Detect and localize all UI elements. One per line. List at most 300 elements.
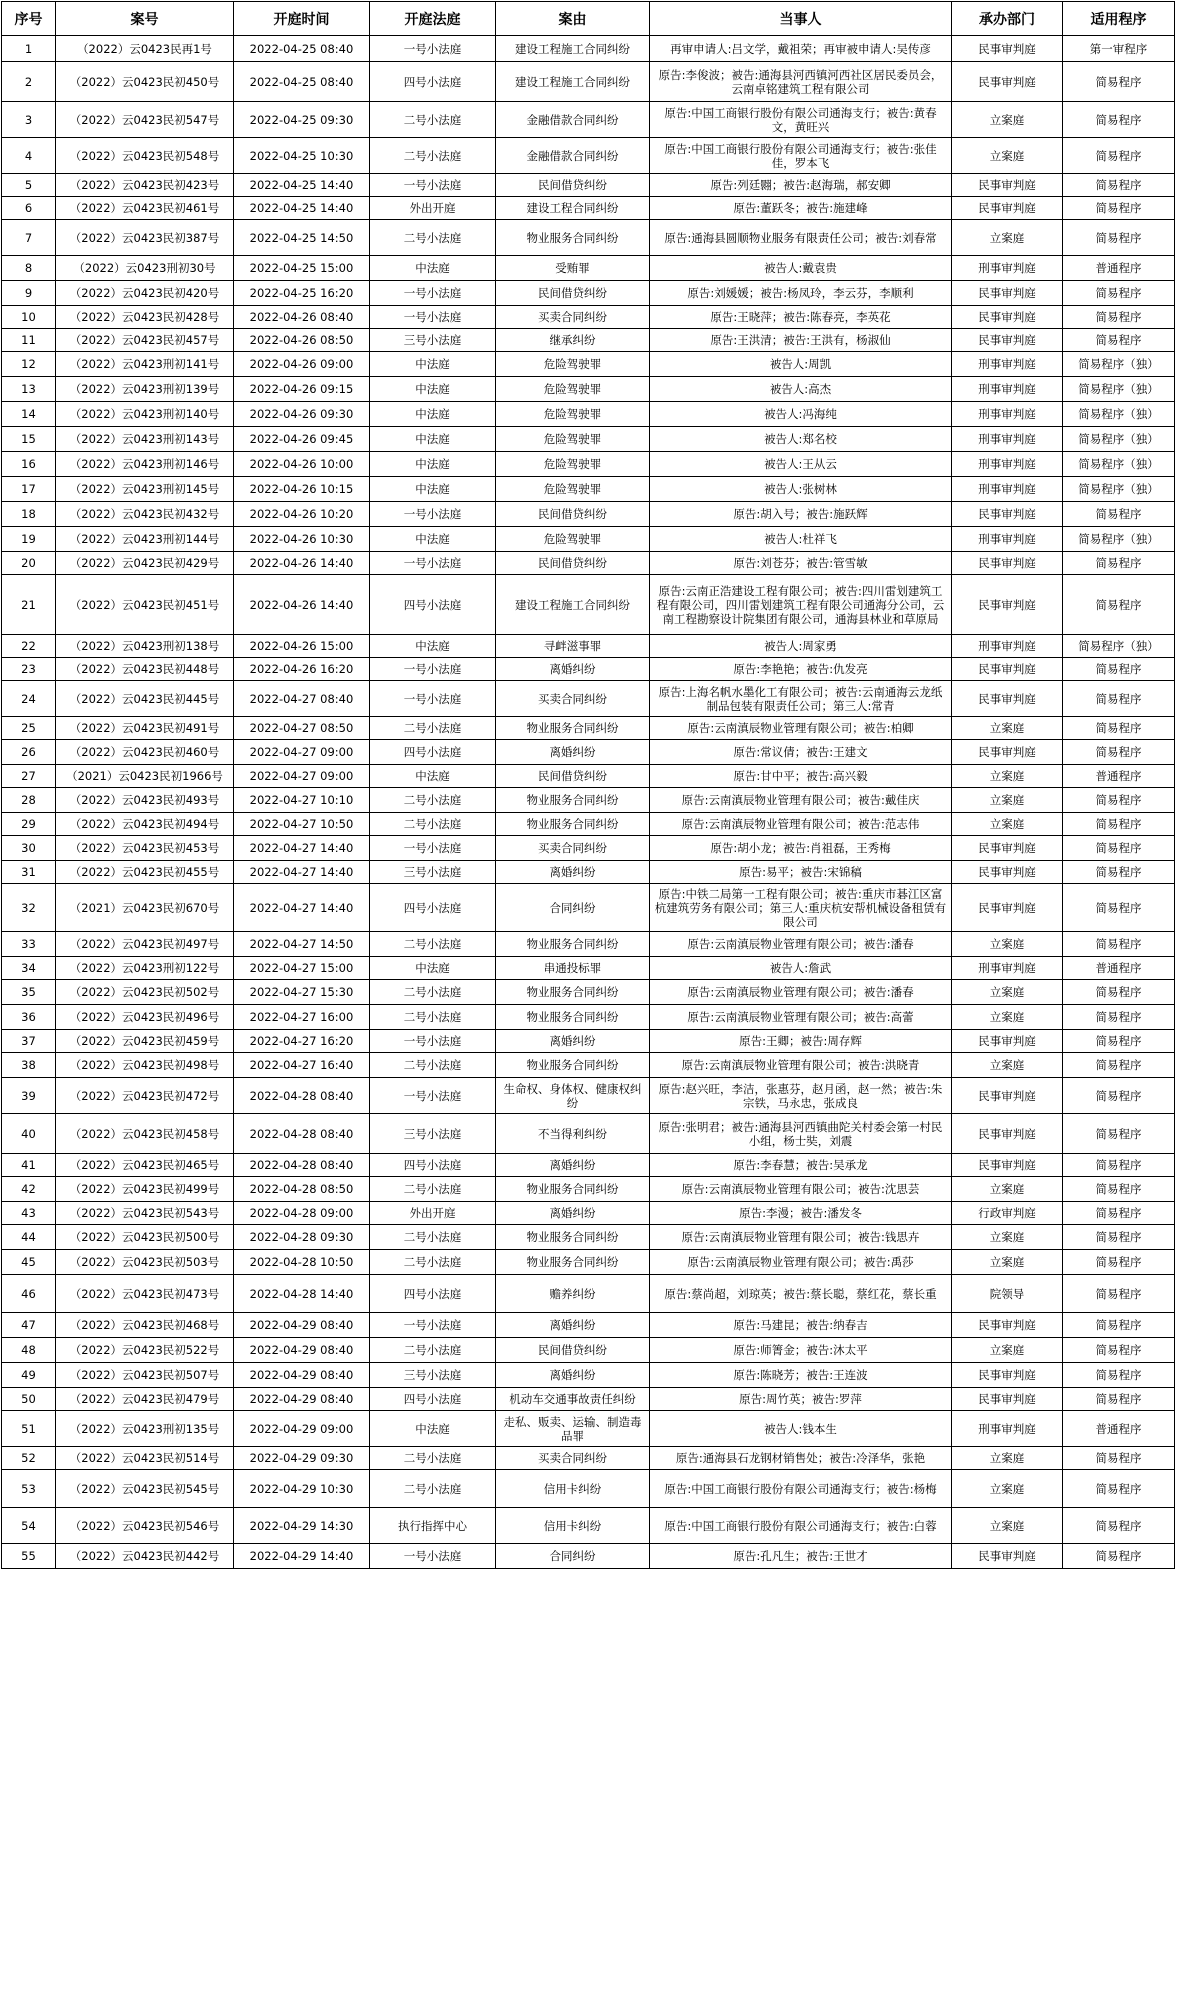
cell-courtroom: 二号小法庭 [370, 813, 496, 836]
table-row [2, 861, 1175, 884]
cell-parties: 原告:列廷翾；被告:赵海瑞，郝安卿 [650, 174, 952, 197]
cell-parties: 原告:中国工商银行股份有限公司通海支行；被告:杨梅 [650, 1470, 952, 1508]
cell-procedure: 简易程序 [1063, 329, 1175, 352]
cell-cause: 合同纠纷 [496, 884, 650, 932]
cell-cause: 离婚纠纷 [496, 1363, 650, 1388]
cell-index: 18 [2, 502, 56, 527]
cell-procedure: 简易程序 [1063, 1202, 1175, 1225]
cell-case-number: （2022）云0423民初494号 [56, 813, 234, 836]
cell-procedure: 简易程序 [1063, 1275, 1175, 1313]
cell-cause: 民间借贷纠纷 [496, 502, 650, 527]
cell-department: 立案庭 [952, 788, 1063, 813]
cell-department: 立案庭 [952, 717, 1063, 740]
cell-hearing-time: 2022-04-26 09:00 [234, 352, 370, 377]
table-row [2, 932, 1175, 957]
cell-procedure: 简易程序 [1063, 1030, 1175, 1053]
cell-parties: 原告:云南滇辰物业管理有限公司；被告:高蕾 [650, 1005, 952, 1030]
table-row [2, 681, 1175, 717]
cell-case-number: （2022）云0423刑初140号 [56, 402, 234, 427]
cell-courtroom: 外出开庭 [370, 197, 496, 220]
table-row [2, 552, 1175, 575]
cell-procedure: 简易程序 [1063, 1544, 1175, 1569]
cell-index: 30 [2, 836, 56, 861]
cell-case-number: （2022）云0423民初543号 [56, 1202, 234, 1225]
cell-procedure: 简易程序 [1063, 575, 1175, 635]
cell-case-number: （2022）云0423民初491号 [56, 717, 234, 740]
cell-parties: 被告人:詹武 [650, 957, 952, 980]
cell-case-number: （2022）云0423民初460号 [56, 740, 234, 765]
cell-hearing-time: 2022-04-25 14:40 [234, 174, 370, 197]
cell-procedure: 简易程序 [1063, 1447, 1175, 1470]
cell-parties: 原告:师箐金；被告:沐太平 [650, 1338, 952, 1363]
cell-department: 立案庭 [952, 1225, 1063, 1250]
cell-procedure: 简易程序 [1063, 138, 1175, 174]
cell-hearing-time: 2022-04-28 10:50 [234, 1250, 370, 1275]
table-row [2, 402, 1175, 427]
cell-department: 立案庭 [952, 1508, 1063, 1544]
cell-parties: 原告:上海名帆水墨化工有限公司；被告:云南通海云龙纸制品包装有限责任公司；第三人:常青 [650, 681, 952, 717]
cell-case-number: （2022）云0423民初472号 [56, 1078, 234, 1114]
cell-courtroom: 二号小法庭 [370, 1338, 496, 1363]
cell-parties: 原告:刘苍芬；被告:管雪敏 [650, 552, 952, 575]
cell-hearing-time: 2022-04-29 10:30 [234, 1470, 370, 1508]
cell-index: 17 [2, 477, 56, 502]
cell-procedure: 简易程序 [1063, 1338, 1175, 1363]
cell-case-number: （2022）云0423民初500号 [56, 1225, 234, 1250]
cell-courtroom: 一号小法庭 [370, 1544, 496, 1569]
cell-procedure: 简易程序 [1063, 932, 1175, 957]
cell-parties: 原告:云南滇辰物业管理有限公司；被告:范志伟 [650, 813, 952, 836]
cell-cause: 机动车交通事故责任纠纷 [496, 1388, 650, 1411]
cell-courtroom: 中法庭 [370, 477, 496, 502]
table-row [2, 635, 1175, 658]
cell-parties: 原告:王洪清；被告:王洪有，杨淑仙 [650, 329, 952, 352]
cell-hearing-time: 2022-04-26 09:30 [234, 402, 370, 427]
cell-index: 34 [2, 957, 56, 980]
cell-hearing-time: 2022-04-26 10:20 [234, 502, 370, 527]
cell-parties: 被告人:冯海纯 [650, 402, 952, 427]
cell-procedure: 简易程序 [1063, 220, 1175, 256]
table-row [2, 36, 1175, 62]
cell-cause: 离婚纠纷 [496, 1202, 650, 1225]
cell-index: 27 [2, 765, 56, 788]
cell-parties: 原告:刘媛媛；被告:杨凤玲，李云芬，李顺利 [650, 281, 952, 306]
table-row [2, 1225, 1175, 1250]
cell-hearing-time: 2022-04-26 16:20 [234, 658, 370, 681]
cell-hearing-time: 2022-04-29 08:40 [234, 1313, 370, 1338]
cell-procedure: 简易程序 [1063, 717, 1175, 740]
cell-courtroom: 一号小法庭 [370, 1078, 496, 1114]
cell-procedure: 普通程序 [1063, 256, 1175, 281]
cell-index: 36 [2, 1005, 56, 1030]
cell-cause: 物业服务合同纠纷 [496, 1177, 650, 1202]
cell-cause: 信用卡纠纷 [496, 1508, 650, 1544]
table-row [2, 957, 1175, 980]
table-row [2, 575, 1175, 635]
cell-cause: 危险驾驶罪 [496, 452, 650, 477]
cell-cause: 信用卡纠纷 [496, 1470, 650, 1508]
cell-case-number: （2022）云0423民初428号 [56, 306, 234, 329]
cell-hearing-time: 2022-04-27 10:50 [234, 813, 370, 836]
cell-department: 刑事审判庭 [952, 256, 1063, 281]
cell-hearing-time: 2022-04-29 08:40 [234, 1388, 370, 1411]
cell-cause: 民间借贷纠纷 [496, 552, 650, 575]
cell-parties: 被告人:戴袁贵 [650, 256, 952, 281]
table-row [2, 1388, 1175, 1411]
cell-department: 民事审判庭 [952, 62, 1063, 102]
header-parties: 当事人 [650, 2, 952, 36]
cell-procedure: 简易程序（独） [1063, 402, 1175, 427]
cell-parties: 原告:赵兴旺，李洁，张惠芬，赵月函，赵一然；被告:朱宗铁，马永忠，张成良 [650, 1078, 952, 1114]
cell-cause: 物业服务合同纠纷 [496, 1225, 650, 1250]
table-row [2, 1250, 1175, 1275]
cell-case-number: （2022）云0423民初423号 [56, 174, 234, 197]
cell-procedure: 简易程序 [1063, 1363, 1175, 1388]
cell-cause: 物业服务合同纠纷 [496, 813, 650, 836]
cell-case-number: （2022）云0423民初547号 [56, 102, 234, 138]
cell-hearing-time: 2022-04-27 15:00 [234, 957, 370, 980]
cell-case-number: （2022）云0423民初546号 [56, 1508, 234, 1544]
cell-cause: 离婚纠纷 [496, 1154, 650, 1177]
cell-case-number: （2022）云0423民初468号 [56, 1313, 234, 1338]
cell-hearing-time: 2022-04-25 14:50 [234, 220, 370, 256]
cell-procedure: 简易程序（独） [1063, 352, 1175, 377]
cell-courtroom: 四号小法庭 [370, 1275, 496, 1313]
cell-index: 43 [2, 1202, 56, 1225]
cell-parties: 再审申请人:吕文学，戴祖荣；再审被申请人:吴传彦 [650, 36, 952, 62]
cell-hearing-time: 2022-04-26 14:40 [234, 575, 370, 635]
cell-case-number: （2022）云0423民初548号 [56, 138, 234, 174]
cell-parties: 原告:甘中平；被告:高兴毅 [650, 765, 952, 788]
cell-courtroom: 一号小法庭 [370, 1313, 496, 1338]
cell-department: 民事审判庭 [952, 329, 1063, 352]
cell-procedure: 简易程序 [1063, 1053, 1175, 1078]
header-procedure: 适用程序 [1063, 2, 1175, 36]
cell-case-number: （2022）云0423刑初143号 [56, 427, 234, 452]
cell-index: 39 [2, 1078, 56, 1114]
cell-parties: 原告:张明君；被告:通海县河西镇曲陀关村委会第一村民小组，杨士奘，刘震 [650, 1114, 952, 1154]
cell-index: 2 [2, 62, 56, 102]
cell-courtroom: 四号小法庭 [370, 884, 496, 932]
cell-procedure: 简易程序（独） [1063, 377, 1175, 402]
cell-courtroom: 一号小法庭 [370, 306, 496, 329]
cell-index: 31 [2, 861, 56, 884]
cell-courtroom: 一号小法庭 [370, 502, 496, 527]
header-hearing-time: 开庭时间 [234, 2, 370, 36]
cell-department: 立案庭 [952, 1470, 1063, 1508]
table-row [2, 1447, 1175, 1470]
cell-courtroom: 中法庭 [370, 352, 496, 377]
header-department: 承办部门 [952, 2, 1063, 36]
cell-hearing-time: 2022-04-29 14:30 [234, 1508, 370, 1544]
cell-cause: 民间借贷纠纷 [496, 1338, 650, 1363]
cell-department: 刑事审判庭 [952, 402, 1063, 427]
cell-index: 46 [2, 1275, 56, 1313]
table-row [2, 813, 1175, 836]
cell-department: 民事审判庭 [952, 884, 1063, 932]
cell-parties: 原告:通海县石龙钢材销售处；被告:冷泽华，张艳 [650, 1447, 952, 1470]
cell-cause: 物业服务合同纠纷 [496, 220, 650, 256]
cell-index: 8 [2, 256, 56, 281]
table-row [2, 1363, 1175, 1388]
table-row [2, 306, 1175, 329]
cell-cause: 金融借款合同纠纷 [496, 102, 650, 138]
cell-department: 民事审判庭 [952, 197, 1063, 220]
cell-procedure: 简易程序（独） [1063, 477, 1175, 502]
cell-courtroom: 一号小法庭 [370, 174, 496, 197]
table-row [2, 765, 1175, 788]
cell-department: 刑事审判庭 [952, 527, 1063, 552]
cell-hearing-time: 2022-04-25 08:40 [234, 62, 370, 102]
cell-department: 立案庭 [952, 1338, 1063, 1363]
table-row [2, 1275, 1175, 1313]
header-index: 序号 [2, 2, 56, 36]
cell-courtroom: 四号小法庭 [370, 1154, 496, 1177]
cell-department: 立案庭 [952, 765, 1063, 788]
cell-cause: 危险驾驶罪 [496, 427, 650, 452]
cell-index: 45 [2, 1250, 56, 1275]
cell-index: 16 [2, 452, 56, 477]
cell-courtroom: 外出开庭 [370, 1202, 496, 1225]
cell-hearing-time: 2022-04-25 10:30 [234, 138, 370, 174]
cell-hearing-time: 2022-04-29 09:30 [234, 1447, 370, 1470]
cell-index: 35 [2, 980, 56, 1005]
cell-cause: 危险驾驶罪 [496, 402, 650, 427]
header-row [2, 2, 1175, 36]
table-header [2, 2, 1175, 36]
cell-case-number: （2022）云0423民初387号 [56, 220, 234, 256]
cell-case-number: （2022）云0423民初507号 [56, 1363, 234, 1388]
cell-index: 52 [2, 1447, 56, 1470]
cell-parties: 原告:蔡尚超，刘琼英；被告:蔡长聪，蔡红花，蔡长重 [650, 1275, 952, 1313]
cell-department: 立案庭 [952, 1053, 1063, 1078]
cell-procedure: 简易程序 [1063, 1508, 1175, 1544]
cell-department: 民事审判庭 [952, 552, 1063, 575]
cell-courtroom: 中法庭 [370, 402, 496, 427]
cell-procedure: 简易程序 [1063, 502, 1175, 527]
cell-case-number: （2022）云0423民初496号 [56, 1005, 234, 1030]
cell-hearing-time: 2022-04-26 10:00 [234, 452, 370, 477]
cell-cause: 物业服务合同纠纷 [496, 1005, 650, 1030]
cell-procedure: 简易程序 [1063, 1470, 1175, 1508]
cell-cause: 民间借贷纠纷 [496, 281, 650, 306]
cell-case-number: （2022）云0423民初465号 [56, 1154, 234, 1177]
cell-procedure: 简易程序 [1063, 174, 1175, 197]
cell-index: 4 [2, 138, 56, 174]
cell-department: 立案庭 [952, 1177, 1063, 1202]
cell-courtroom: 二号小法庭 [370, 1005, 496, 1030]
cell-index: 42 [2, 1177, 56, 1202]
table-row [2, 174, 1175, 197]
cell-hearing-time: 2022-04-28 09:30 [234, 1225, 370, 1250]
cell-cause: 建设工程施工合同纠纷 [496, 575, 650, 635]
cell-cause: 离婚纠纷 [496, 1313, 650, 1338]
cell-department: 民事审判庭 [952, 1114, 1063, 1154]
cell-case-number: （2022）云0423民初442号 [56, 1544, 234, 1569]
cell-index: 5 [2, 174, 56, 197]
cell-parties: 原告:王晓萍；被告:陈春亮，李英花 [650, 306, 952, 329]
cell-hearing-time: 2022-04-25 14:40 [234, 197, 370, 220]
cell-courtroom: 一号小法庭 [370, 681, 496, 717]
cell-case-number: （2021）云0423民初670号 [56, 884, 234, 932]
cell-courtroom: 三号小法庭 [370, 861, 496, 884]
cell-procedure: 简易程序 [1063, 813, 1175, 836]
cell-index: 29 [2, 813, 56, 836]
cell-index: 41 [2, 1154, 56, 1177]
cell-courtroom: 一号小法庭 [370, 552, 496, 575]
cell-case-number: （2022）云0423民初479号 [56, 1388, 234, 1411]
cell-department: 立案庭 [952, 102, 1063, 138]
cell-courtroom: 二号小法庭 [370, 788, 496, 813]
cell-department: 立案庭 [952, 932, 1063, 957]
cell-index: 14 [2, 402, 56, 427]
table-row [2, 477, 1175, 502]
cell-index: 7 [2, 220, 56, 256]
cell-cause: 物业服务合同纠纷 [496, 1250, 650, 1275]
cell-courtroom: 一号小法庭 [370, 36, 496, 62]
cell-courtroom: 一号小法庭 [370, 281, 496, 306]
cell-index: 55 [2, 1544, 56, 1569]
cell-department: 民事审判庭 [952, 1363, 1063, 1388]
cell-courtroom: 二号小法庭 [370, 1447, 496, 1470]
cell-parties: 原告:孔凡生；被告:王世才 [650, 1544, 952, 1569]
cell-parties: 原告:云南滇辰物业管理有限公司；被告:潘春 [650, 932, 952, 957]
cell-index: 33 [2, 932, 56, 957]
cell-parties: 原告:李艳艳；被告:仇发亮 [650, 658, 952, 681]
cell-parties: 被告人:杜祥飞 [650, 527, 952, 552]
cell-cause: 买卖合同纠纷 [496, 306, 650, 329]
cell-parties: 被告人:王从云 [650, 452, 952, 477]
cell-courtroom: 四号小法庭 [370, 62, 496, 102]
cell-procedure: 简易程序 [1063, 1114, 1175, 1154]
cell-index: 15 [2, 427, 56, 452]
cell-case-number: （2022）云0423民初448号 [56, 658, 234, 681]
cell-procedure: 简易程序（独） [1063, 527, 1175, 552]
table-body [2, 36, 1175, 1569]
cell-cause: 赡养纠纷 [496, 1275, 650, 1313]
cell-procedure: 简易程序 [1063, 1078, 1175, 1114]
cell-courtroom: 执行指挥中心 [370, 1508, 496, 1544]
cell-cause: 买卖合同纠纷 [496, 836, 650, 861]
cell-hearing-time: 2022-04-27 09:00 [234, 765, 370, 788]
cell-parties: 原告:董跃冬；被告:施建峰 [650, 197, 952, 220]
cell-index: 38 [2, 1053, 56, 1078]
cell-index: 50 [2, 1388, 56, 1411]
cell-parties: 原告:中国工商银行股份有限公司通海支行；被告:张佳佳，罗本飞 [650, 138, 952, 174]
table-row [2, 197, 1175, 220]
cell-case-number: （2022）云0423民初514号 [56, 1447, 234, 1470]
cell-courtroom: 二号小法庭 [370, 980, 496, 1005]
cell-hearing-time: 2022-04-27 14:40 [234, 884, 370, 932]
cell-courtroom: 一号小法庭 [370, 1030, 496, 1053]
cell-parties: 原告:通海县圆顺物业服务有限责任公司；被告:刘春常 [650, 220, 952, 256]
cell-courtroom: 二号小法庭 [370, 138, 496, 174]
cell-cause: 建设工程合同纠纷 [496, 197, 650, 220]
cell-procedure: 简易程序 [1063, 306, 1175, 329]
cell-hearing-time: 2022-04-28 08:40 [234, 1078, 370, 1114]
table-row [2, 1313, 1175, 1338]
cell-department: 民事审判庭 [952, 1154, 1063, 1177]
cell-index: 22 [2, 635, 56, 658]
cell-procedure: 简易程序 [1063, 1225, 1175, 1250]
table-row [2, 281, 1175, 306]
cell-department: 民事审判庭 [952, 306, 1063, 329]
cell-courtroom: 中法庭 [370, 452, 496, 477]
cell-courtroom: 中法庭 [370, 635, 496, 658]
cell-courtroom: 二号小法庭 [370, 932, 496, 957]
cell-department: 民事审判庭 [952, 1388, 1063, 1411]
cell-case-number: （2022）云0423民初503号 [56, 1250, 234, 1275]
cell-parties: 原告:陈晓芳；被告:王连波 [650, 1363, 952, 1388]
cell-index: 54 [2, 1508, 56, 1544]
cell-index: 13 [2, 377, 56, 402]
cell-index: 3 [2, 102, 56, 138]
cell-department: 民事审判庭 [952, 836, 1063, 861]
cell-department: 立案庭 [952, 813, 1063, 836]
cell-case-number: （2022）云0423刑初145号 [56, 477, 234, 502]
cell-cause: 民间借贷纠纷 [496, 765, 650, 788]
table-row [2, 527, 1175, 552]
cell-index: 23 [2, 658, 56, 681]
cell-department: 刑事审判庭 [952, 452, 1063, 477]
cell-case-number: （2022）云0423民初445号 [56, 681, 234, 717]
hearing-schedule-table [1, 1, 1175, 1569]
cell-courtroom: 二号小法庭 [370, 717, 496, 740]
cell-hearing-time: 2022-04-27 10:10 [234, 788, 370, 813]
cell-procedure: 简易程序 [1063, 681, 1175, 717]
cell-case-number: （2022）云0423民初432号 [56, 502, 234, 527]
cell-hearing-time: 2022-04-27 16:00 [234, 1005, 370, 1030]
table-row [2, 1114, 1175, 1154]
table-row [2, 1078, 1175, 1114]
cell-index: 37 [2, 1030, 56, 1053]
cell-hearing-time: 2022-04-29 08:40 [234, 1363, 370, 1388]
cell-procedure: 简易程序 [1063, 1388, 1175, 1411]
table-row [2, 1154, 1175, 1177]
cell-hearing-time: 2022-04-29 09:00 [234, 1411, 370, 1447]
cell-department: 立案庭 [952, 1250, 1063, 1275]
cell-procedure: 简易程序 [1063, 281, 1175, 306]
cell-case-number: （2022）云0423民初473号 [56, 1275, 234, 1313]
cell-hearing-time: 2022-04-25 09:30 [234, 102, 370, 138]
cell-courtroom: 四号小法庭 [370, 1388, 496, 1411]
table-row [2, 836, 1175, 861]
table-row [2, 1508, 1175, 1544]
cell-hearing-time: 2022-04-27 16:20 [234, 1030, 370, 1053]
cell-courtroom: 四号小法庭 [370, 740, 496, 765]
cell-cause: 物业服务合同纠纷 [496, 980, 650, 1005]
cell-courtroom: 二号小法庭 [370, 1250, 496, 1275]
cell-department: 民事审判庭 [952, 502, 1063, 527]
cell-procedure: 简易程序 [1063, 102, 1175, 138]
cell-courtroom: 中法庭 [370, 1411, 496, 1447]
cell-case-number: （2022）云0423民初451号 [56, 575, 234, 635]
cell-hearing-time: 2022-04-27 14:40 [234, 861, 370, 884]
table-row [2, 788, 1175, 813]
cell-parties: 原告:云南滇辰物业管理有限公司；被告:潘春 [650, 980, 952, 1005]
cell-case-number: （2022）云0423民初455号 [56, 861, 234, 884]
cell-hearing-time: 2022-04-29 14:40 [234, 1544, 370, 1569]
cell-courtroom: 三号小法庭 [370, 1114, 496, 1154]
cell-case-number: （2022）云0423民初459号 [56, 1030, 234, 1053]
cell-department: 刑事审判庭 [952, 957, 1063, 980]
cell-department: 刑事审判庭 [952, 477, 1063, 502]
cell-hearing-time: 2022-04-27 16:40 [234, 1053, 370, 1078]
cell-department: 刑事审判庭 [952, 377, 1063, 402]
cell-case-number: （2022）云0423刑初30号 [56, 256, 234, 281]
table-row [2, 138, 1175, 174]
cell-procedure: 简易程序 [1063, 788, 1175, 813]
